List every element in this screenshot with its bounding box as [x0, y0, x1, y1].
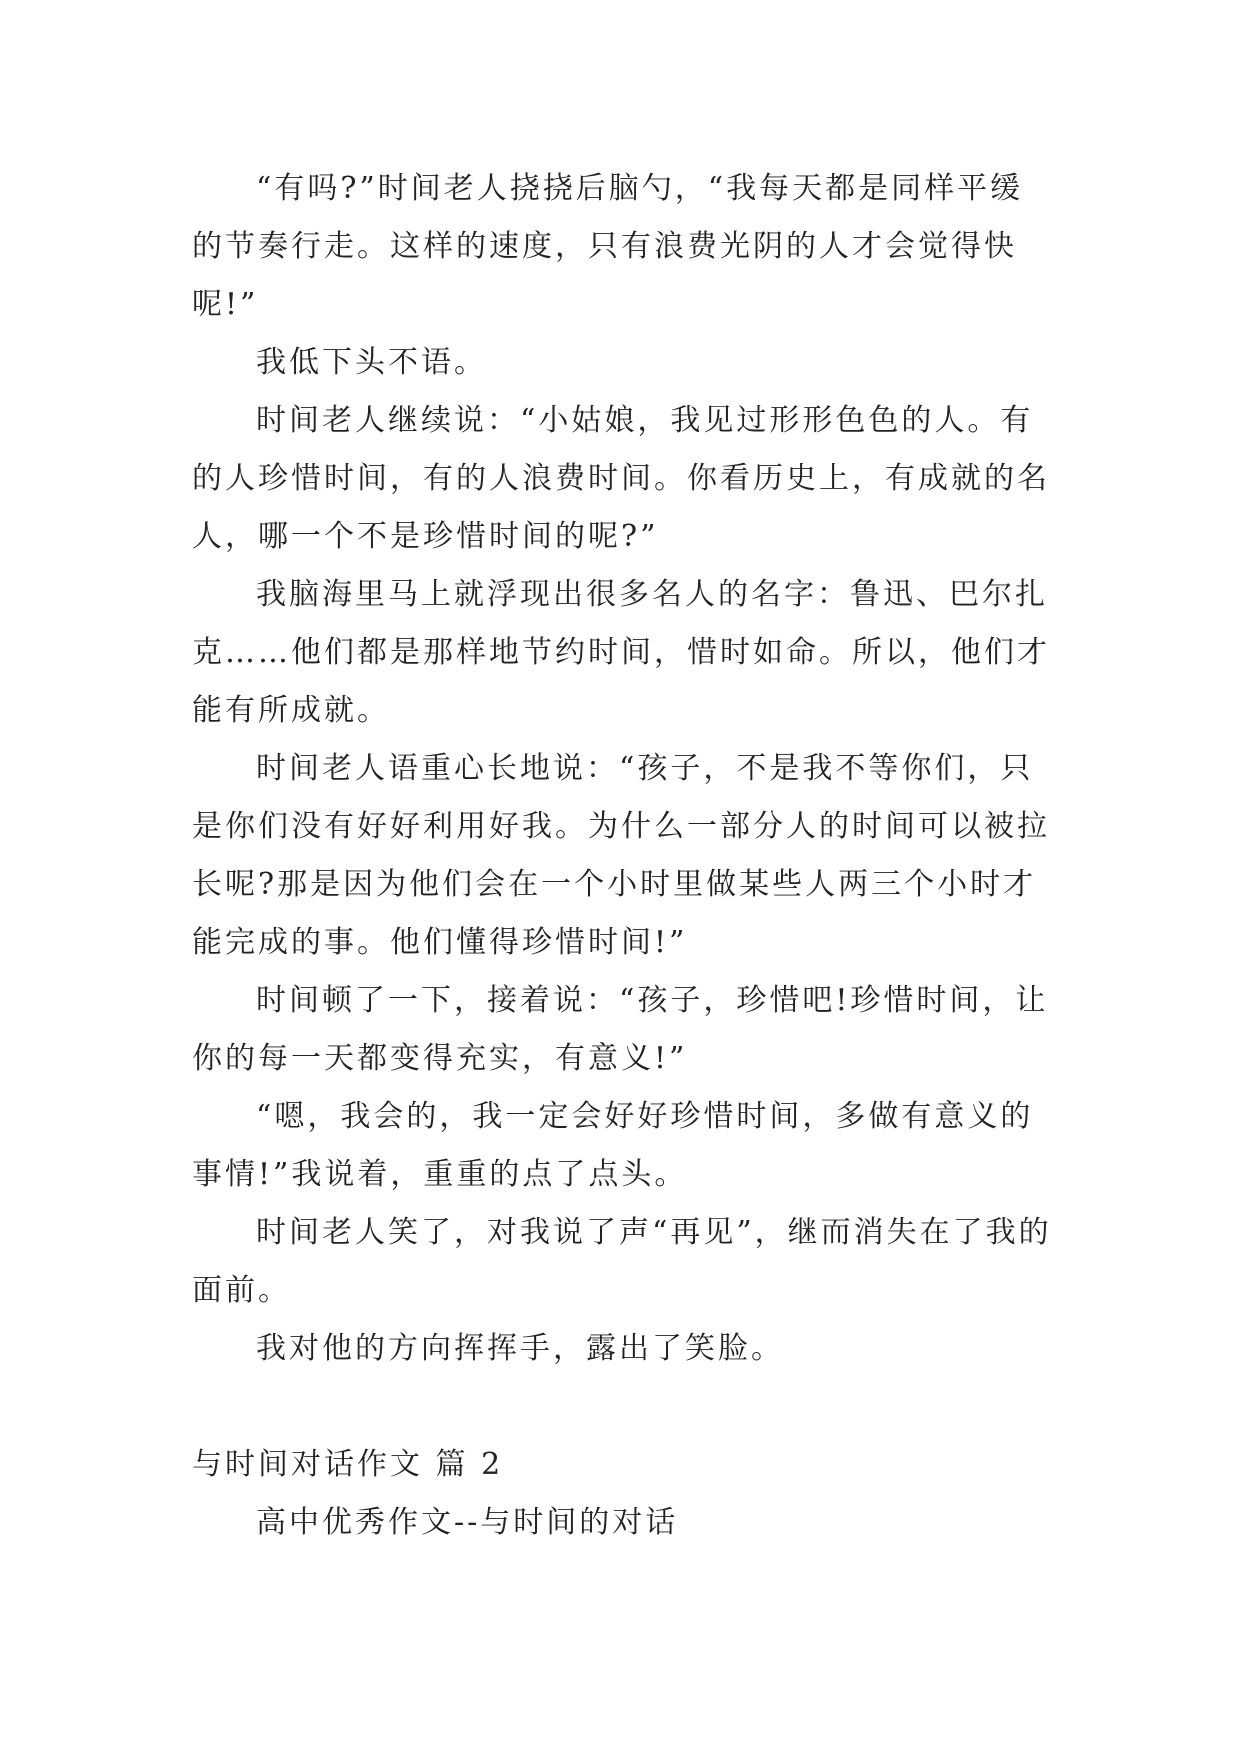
essay-title: 高中优秀作文--与时间的对话	[256, 1505, 679, 1540]
paragraph: 时间顿了一下，接着说：“孩子，珍惜吧!珍惜时间，让你的每一天都变得充实，有意义!”	[192, 983, 1049, 1076]
paragraph: 我低下头不语。	[256, 345, 487, 380]
paragraph: “有吗?”时间老人挠挠后脑勺，“我每天都是同样平缓的节奏行走。这样的速度，只有浪费光阴的人才会觉得快呢!”	[192, 171, 1024, 322]
section-heading: 与时间对话作文 篇 2	[192, 1447, 504, 1482]
paragraph: 我脑海里马上就浮现出很多名人的名字：鲁迅、巴尔扎克……他们都是那样地节约时间，惜时如命。所以，他们才能有所成就。	[192, 577, 1050, 728]
paragraph: 时间老人语重心长地说：“孩子，不是我不等你们，只是你们没有好好利用好我。为什么一部分人的时间可以被拉长呢?那是因为他们会在一个小时里做某些人两三个小时才能完成的事。他们懂得珍惜时间!”	[192, 751, 1050, 960]
paragraph: 我对他的方向挥挥手，露出了笑脸。	[256, 1331, 784, 1366]
paragraph: 时间老人笑了，对我说了声“再见”，继而消失在了我的面前。	[192, 1215, 1052, 1308]
paragraph: “嗯，我会的，我一定会好好珍惜时间，多做有意义的事情!”我说着，重重的点了点头。	[192, 1099, 1034, 1192]
document-body	[192, 160, 1052, 1552]
paragraph: 时间老人继续说：“小姑娘，我见过形形色色的人。有的人珍惜时间，有的人浪费时间。你看历史上，有成就的名人，哪一个不是珍惜时间的呢?”	[192, 403, 1050, 554]
